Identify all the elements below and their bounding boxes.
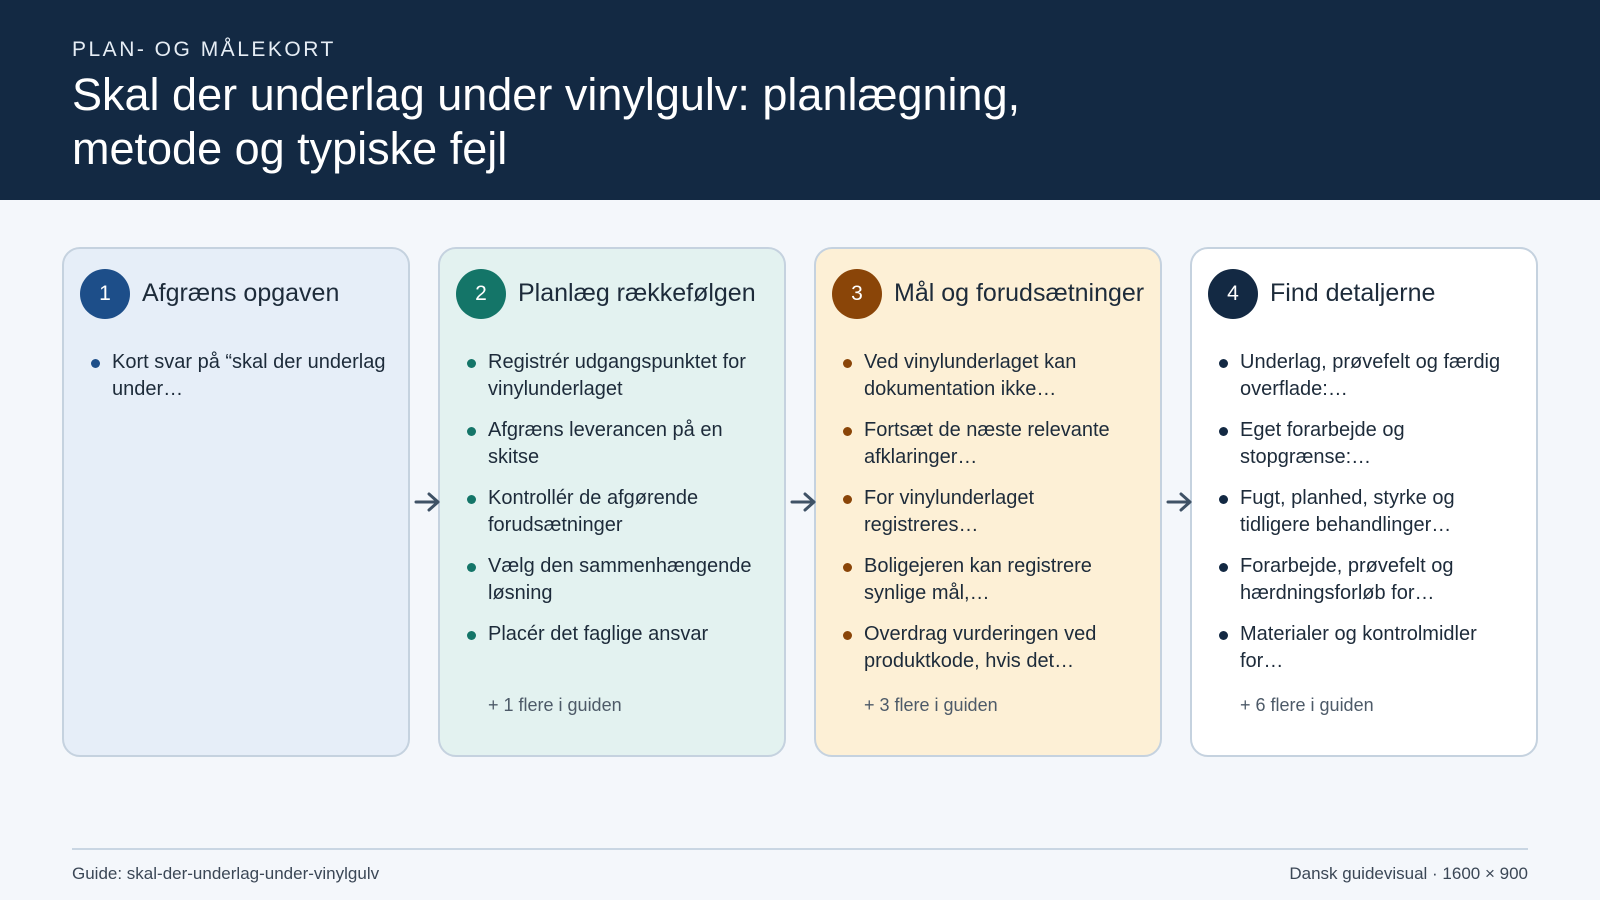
step-number-badge: 3	[832, 269, 882, 319]
list-item: Fugt, planhed, styrke og tidligere behandlinger…	[1216, 485, 1520, 539]
more-in-guide-link[interactable]: + 3 flere i guiden	[864, 695, 998, 715]
step-items	[840, 349, 1144, 689]
step-title: Find detaljerne	[1270, 279, 1436, 307]
list-item: Forarbejde, prøvefelt og hærdningsforløb for…	[1216, 553, 1520, 607]
step-items	[88, 349, 392, 417]
step-card-3	[814, 247, 1162, 757]
list-item: Overdrag vurderingen ved produktkode, hvis det…	[840, 621, 1144, 675]
step-number-badge: 1	[80, 269, 130, 319]
step-title: Afgræns opgaven	[142, 279, 340, 307]
arrow-right-icon	[789, 490, 819, 514]
step-card-1	[62, 247, 410, 757]
list-item: Kort svar på “skal der underlag under…	[88, 349, 392, 403]
step-number-badge: 4	[1208, 269, 1258, 319]
more-in-guide-link[interactable]: + 1 flere i guiden	[488, 695, 622, 715]
step-title: Mål og forudsætninger	[894, 279, 1145, 307]
list-item: Fortsæt de næste relevante afklaringer…	[840, 417, 1144, 471]
list-item: Ved vinylunderlaget kan dokumentation ikke…	[840, 349, 1144, 403]
footer-credit: Dansk guidevisual · 1600 × 900	[1289, 864, 1528, 883]
list-item: Boligejeren kan registrere synlige mål,…	[840, 553, 1144, 607]
page-title: Skal der underlag under vinylgulv: planlægning, metode og typiske fejl	[72, 69, 1021, 174]
list-item: Registrér udgangspunktet for vinylunderlaget	[464, 349, 768, 403]
eyebrow-label: PLAN- OG MÅLEKORT	[72, 38, 336, 61]
step-items	[464, 349, 768, 662]
list-item: Afgræns leverancen på en skitse	[464, 417, 768, 471]
step-items	[1216, 349, 1520, 689]
list-item: Underlag, prøvefelt og færdig overflade:…	[1216, 349, 1520, 403]
step-number-badge: 2	[456, 269, 506, 319]
step-card-4	[1190, 247, 1538, 757]
arrow-right-icon	[413, 490, 443, 514]
list-item: For vinylunderlaget registreres…	[840, 485, 1144, 539]
list-item: Kontrollér de afgørende forudsætninger	[464, 485, 768, 539]
header-banner	[0, 0, 1600, 200]
list-item: Eget forarbejde og stopgrænse:…	[1216, 417, 1520, 471]
more-in-guide-link[interactable]: + 6 flere i guiden	[1240, 695, 1374, 715]
list-item: Placér det faglige ansvar	[464, 621, 768, 648]
arrow-right-icon	[1165, 490, 1195, 514]
step-card-2	[438, 247, 786, 757]
footer-guide-slug: Guide: skal-der-underlag-under-vinylgulv	[72, 864, 380, 883]
list-item: Vælg den sammenhængende løsning	[464, 553, 768, 607]
list-item: Materialer og kontrolmidler for…	[1216, 621, 1520, 675]
footer-divider	[72, 848, 1528, 850]
step-title: Planlæg rækkefølgen	[518, 279, 756, 307]
